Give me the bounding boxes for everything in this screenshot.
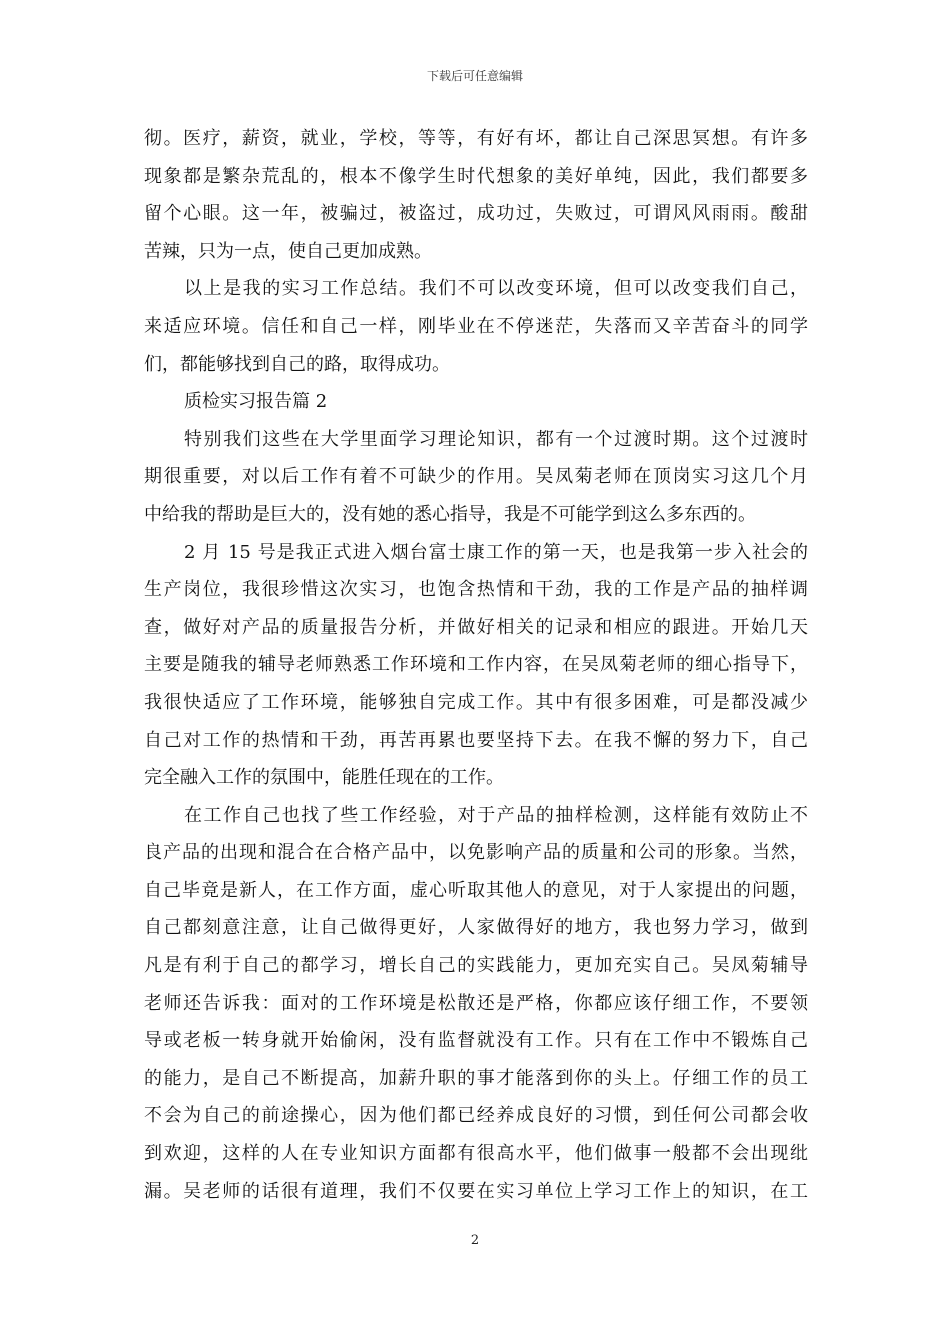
text-line: 彻。医疗，薪资，就业，学校，等等，有好有坏，都让自己深思冥想。有许多 [144,128,808,149]
text-line: 在工作自己也找了些工作经验，对于产品的抽样检测，这样能有效防止不 [184,804,808,826]
text-line: 完全融入工作的氛围中，能胜任现在的工作。 [144,767,504,789]
page-header: 下载后可任意编辑 [426,69,523,83]
text-line: 中给我的帮助是巨大的，没有她的悉心指导，我是不可能学到这么多东西的。 [144,503,756,525]
text-line: 老师还告诉我：面对的工作环境是松散还是严格，你都应该仔细工作，不要领 [144,992,808,1014]
text-line: 到欢迎，这样的人在专业知识方面都有很高水平，他们做事一般都不会出现纰 [144,1143,808,1165]
text-line: 自己对工作的热情和干劲，再苦再累也要坚持下去。在我不懈的努力下，自己 [144,729,808,751]
text-line: 苦辣，只为一点，使自己更加成熟。 [144,240,432,262]
text-line: 现象都是繁杂荒乱的，根本不像学生时代想象的美好单纯，因此，我们都要多 [144,165,808,187]
text-line: 生产岗位，我很珍惜这次实习，也饱含热情和干劲，我的工作是产品的抽样调 [144,579,808,601]
text-line: 凡是有利于自己的都学习，增长自己的实践能力，更加充实自己。吴凤菊辅导 [144,955,808,977]
text-line: 的能力，是自己不断提高，加薪升职的事才能落到你的头上。仔细工作的员工 [144,1067,808,1089]
text-line: 自己都刻意注意，让自己做得更好，人家做得好的地方，我也努力学习，做到 [144,917,808,939]
text-line: 导或老板一转身就开始偷闲，没有监督就没有工作。只有在工作中不锻炼自己 [144,1030,808,1052]
text-line: 主要是随我的辅导老师熟悉工作环境和工作内容，在吴凤菊老师的细心指导下， [144,654,808,676]
text-line: 查，做好对产品的质量报告分析，并做好相关的记录和相应的跟进。开始几天 [144,616,808,638]
text-line: 我很快适应了工作环境，能够独自完成工作。其中有很多困难，可是都没减少 [144,691,808,713]
text-line: 留个心眼。这一年，被骗过，被盗过，成功过，失败过，可谓风风雨雨。酸甜 [144,203,808,225]
text-line: 来适应环境。信任和自己一样，刚毕业在不停迷茫，失落而又辛苦奋斗的同学 [144,315,808,337]
text-line: 自己毕竟是新人，在工作方面，虚心听取其他人的意见，对于人家提出的问题， [144,879,808,901]
text-line: 们，都能够找到自己的路，取得成功。 [144,353,450,375]
text-line: 质检实习报告篇 2 [184,391,328,413]
text-line: 2 月 15 号是我正式进入烟台富士康工作的第一天，也是我第一步入社会的 [184,541,808,563]
text-line: 漏。吴老师的话很有道理，我们不仅要在实习单位上学习工作上的知识，在工 [144,1180,808,1202]
text-line: 不会为自己的前途操心，因为他们都已经养成良好的习惯，到任何公司都会收 [144,1105,808,1127]
text-line: 良产品的出现和混合在合格产品中，以免影响产品的质量和公司的形象。当然， [144,842,808,864]
text-line: 特别我们这些在大学里面学习理论知识，都有一个过渡时期。这个过渡时 [184,428,808,450]
text-line: 以上是我的实习工作总结。我们不可以改变环境，但可以改变我们自己， [184,278,808,300]
document-body [144,120,808,1210]
text-line: 期很重要，对以后工作有着不可缺少的作用。吴凤菊老师在顶岗实习这几个月 [144,466,808,488]
page-number: 2 [470,1233,480,1248]
